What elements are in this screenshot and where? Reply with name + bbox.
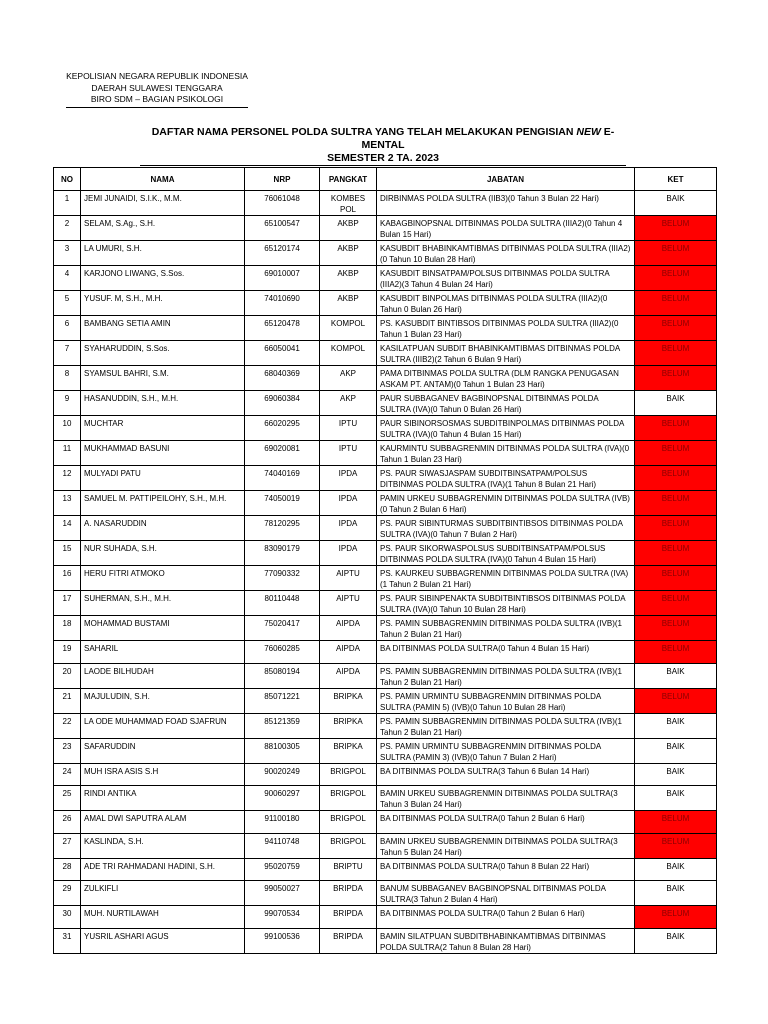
cell-pangkat: KOMBES POL (320, 191, 377, 216)
cell-no: 6 (54, 316, 81, 341)
cell-nrp: 74040169 (245, 466, 320, 491)
cell-nrp: 94110748 (245, 833, 320, 858)
institution-line-1: KEPOLISIAN NEGARA REPUBLIK INDONESIA (66, 71, 248, 81)
cell-pangkat: BRIGPOL (320, 833, 377, 858)
cell-pangkat: AIPDA (320, 616, 377, 641)
cell-nama: SAFARUDDIN (81, 738, 245, 763)
cell-nama: MAJULUDIN, S.H. (81, 688, 245, 713)
cell-ket: BELUM (635, 491, 717, 516)
cell-nrp: 90060297 (245, 786, 320, 811)
cell-nrp: 74050019 (245, 491, 320, 516)
cell-ket: BAIK (635, 858, 717, 881)
cell-no: 20 (54, 663, 81, 688)
cell-no: 31 (54, 928, 81, 953)
title-line-1-before: DAFTAR NAMA PERSONEL POLDA SULTRA YANG TELAH MELAKUKAN PENGISIAN (151, 126, 577, 138)
cell-nama: YUSRIL ASHARI AGUS (81, 928, 245, 953)
cell-nrp: 65120174 (245, 241, 320, 266)
cell-nrp: 65120478 (245, 316, 320, 341)
table-row (54, 366, 717, 391)
cell-nama: MUH ISRA ASIS S.H (81, 763, 245, 786)
table-row (54, 591, 717, 616)
cell-no: 26 (54, 811, 81, 834)
cell-jabatan: PS. PAUR SIBINTURMAS SUBDITBINTIBSOS DITBINMAS POLDA SULTRA (IVA)(0 Tahun 7 Bulan 2 Hari) (377, 516, 635, 541)
table-row (54, 441, 717, 466)
cell-nrp: 85121359 (245, 713, 320, 738)
column-header-pangkat: PANGKAT (320, 168, 377, 191)
cell-ket: BAIK (635, 191, 717, 216)
cell-no: 21 (54, 688, 81, 713)
column-header-no: NO (54, 168, 81, 191)
cell-nrp: 65100547 (245, 216, 320, 241)
cell-ket: BAIK (635, 928, 717, 953)
cell-nama: HASANUDDIN, S.H., M.H. (81, 391, 245, 416)
cell-jabatan: PS. KAURKEU SUBBAGRENMIN DITBINMAS POLDA SULTRA (IVA)(1 Tahun 2 Bulan 21 Hari) (377, 566, 635, 591)
table-row (54, 416, 717, 441)
cell-jabatan: BANUM SUBBAGANEV BAGBINOPSNAL DITBINMAS POLDA SULTRA(3 Tahun 2 Bulan 4 Hari) (377, 881, 635, 906)
cell-no: 18 (54, 616, 81, 641)
cell-ket: BELUM (635, 811, 717, 834)
table-row (54, 858, 717, 881)
cell-no: 14 (54, 516, 81, 541)
cell-nama: YUSUF. M, S.H., M.H. (81, 291, 245, 316)
cell-pangkat: AKBP (320, 291, 377, 316)
cell-ket: BELUM (635, 241, 717, 266)
cell-no: 11 (54, 441, 81, 466)
cell-jabatan: PS. PAUR SIWASJASPAM SUBDITBINSATPAM/POLSUS DITBINMAS POLDA SULTRA (IVA)(1 Tahun 8 Bulan 21 Hari) (377, 466, 635, 491)
cell-nrp: 76060285 (245, 641, 320, 664)
cell-jabatan: BA DITBINMAS POLDA SULTRA(3 Tahun 6 Bulan 14 Hari) (377, 763, 635, 786)
cell-ket: BAIK (635, 881, 717, 906)
cell-no: 9 (54, 391, 81, 416)
cell-no: 15 (54, 541, 81, 566)
cell-ket: BELUM (635, 316, 717, 341)
cell-jabatan: PS. PAMIN SUBBAGRENMIN DITBINMAS POLDA SULTRA (IVB)(1 Tahun 2 Bulan 21 Hari) (377, 713, 635, 738)
cell-nama: MUCHTAR (81, 416, 245, 441)
cell-nama: NUR SUHADA, S.H. (81, 541, 245, 566)
cell-pangkat: BRIPTU (320, 858, 377, 881)
cell-nama: RINDI ANTIKA (81, 786, 245, 811)
cell-jabatan: KAURMINTU SUBBAGRENMIN DITBINMAS POLDA SULTRA (IVA)(0 Tahun 1 Bulan 23 Hari) (377, 441, 635, 466)
table-row (54, 466, 717, 491)
table-row (54, 541, 717, 566)
cell-no: 2 (54, 216, 81, 241)
cell-nrp: 83090179 (245, 541, 320, 566)
cell-jabatan: PAMA DITBINMAS POLDA SULTRA (DLM RANGKA PENUGASAN ASKAM PT. ANTAM)(0 Tahun 1 Bulan 23 Hari) (377, 366, 635, 391)
cell-ket: BELUM (635, 441, 717, 466)
cell-ket: BELUM (635, 591, 717, 616)
cell-ket: BAIK (635, 763, 717, 786)
cell-ket: BAIK (635, 713, 717, 738)
cell-nama: LAODE BILHUDAH (81, 663, 245, 688)
cell-jabatan: PS. PAUR SIKORWASPOLSUS SUBDITBINSATPAM/POLSUS DITBINMAS POLDA SULTRA (IVA)(0 Tahun 4 Bulan 15 Hari) (377, 541, 635, 566)
cell-pangkat: IPDA (320, 491, 377, 516)
table-row (54, 713, 717, 738)
cell-no: 24 (54, 763, 81, 786)
cell-pangkat: BRIPKA (320, 688, 377, 713)
cell-no: 30 (54, 906, 81, 929)
table-header-row (54, 168, 717, 191)
cell-jabatan: DIRBINMAS POLDA SULTRA (IIB3)(0 Tahun 3 Bulan 22 Hari) (377, 191, 635, 216)
cell-no: 12 (54, 466, 81, 491)
table-row (54, 241, 717, 266)
cell-pangkat: AIPTU (320, 566, 377, 591)
table-row (54, 833, 717, 858)
cell-ket: BELUM (635, 516, 717, 541)
cell-jabatan: BA DITBINMAS POLDA SULTRA(0 Tahun 8 Bulan 22 Hari) (377, 858, 635, 881)
cell-ket: BAIK (635, 738, 717, 763)
institution-header (66, 71, 248, 108)
cell-no: 29 (54, 881, 81, 906)
cell-no: 27 (54, 833, 81, 858)
cell-ket: BELUM (635, 291, 717, 316)
cell-ket: BELUM (635, 906, 717, 929)
cell-nama: A. NASARUDDIN (81, 516, 245, 541)
table-row (54, 266, 717, 291)
cell-nama: MUH. NURTILAWAH (81, 906, 245, 929)
cell-jabatan: PS. PAUR SIBINPENAKTA SUBDITBINTIBSOS DITBINMAS POLDA SULTRA (IVA)(0 Tahun 10 Bulan 28 Hari) (377, 591, 635, 616)
cell-no: 13 (54, 491, 81, 516)
cell-ket: BELUM (635, 641, 717, 664)
column-header-jabatan: JABATAN (377, 168, 635, 191)
column-header-nrp: NRP (245, 168, 320, 191)
cell-no: 16 (54, 566, 81, 591)
cell-no: 28 (54, 858, 81, 881)
personnel-table (53, 167, 717, 954)
table-row (54, 516, 717, 541)
cell-ket: BELUM (635, 466, 717, 491)
cell-pangkat: AKP (320, 391, 377, 416)
cell-ket: BELUM (635, 341, 717, 366)
cell-jabatan: BA DITBINMAS POLDA SULTRA(0 Tahun 2 Bulan 6 Hari) (377, 906, 635, 929)
cell-jabatan: PS. PAMIN URMINTU SUBBAGRENMIN DITBINMAS POLDA SULTRA (PAMIN 3) (IVB)(0 Tahun 7 Bulan 2 Hari) (377, 738, 635, 763)
cell-nrp: 88100305 (245, 738, 320, 763)
table-row (54, 216, 717, 241)
cell-pangkat: IPDA (320, 466, 377, 491)
cell-nama: SAMUEL M. PATTIPEILOHY, S.H., M.H. (81, 491, 245, 516)
cell-nama: KARJONO LIWANG, S.Sos. (81, 266, 245, 291)
cell-jabatan: KASILATPUAN SUBDIT BHABINKAMTIBMAS DITBINMAS POLDA SULTRA (IIIB2)(2 Tahun 6 Bulan 9 Hari) (377, 341, 635, 366)
cell-nama: SUHERMAN, S.H., M.H. (81, 591, 245, 616)
cell-no: 5 (54, 291, 81, 316)
cell-pangkat: BRIPDA (320, 881, 377, 906)
cell-nrp: 95020759 (245, 858, 320, 881)
cell-pangkat: IPTU (320, 416, 377, 441)
cell-pangkat: AIPTU (320, 591, 377, 616)
cell-nama: ZULKIFLI (81, 881, 245, 906)
cell-nama: SYAHARUDDIN, S.Sos. (81, 341, 245, 366)
cell-nrp: 75020417 (245, 616, 320, 641)
cell-nrp: 69020081 (245, 441, 320, 466)
cell-nrp: 85071221 (245, 688, 320, 713)
cell-pangkat: IPDA (320, 516, 377, 541)
table-row (54, 316, 717, 341)
table-row (54, 566, 717, 591)
cell-jabatan: BA DITBINMAS POLDA SULTRA(0 Tahun 2 Bulan 6 Hari) (377, 811, 635, 834)
table-row (54, 663, 717, 688)
cell-ket: BELUM (635, 366, 717, 391)
cell-nrp: 99050027 (245, 881, 320, 906)
cell-jabatan: PAUR SUBBAGANEV BAGBINOPSNAL DITBINMAS POLDA SULTRA (IVA)(0 Tahun 0 Bulan 26 Hari) (377, 391, 635, 416)
cell-pangkat: AKBP (320, 241, 377, 266)
cell-ket: BAIK (635, 786, 717, 811)
table-row (54, 391, 717, 416)
cell-nrp: 99070534 (245, 906, 320, 929)
cell-nrp: 91100180 (245, 811, 320, 834)
cell-jabatan: PS. PAMIN SUBBAGRENMIN DITBINMAS POLDA SULTRA (IVB)(1 Tahun 2 Bulan 21 Hari) (377, 663, 635, 688)
table-row (54, 191, 717, 216)
cell-no: 3 (54, 241, 81, 266)
cell-nrp: 66050041 (245, 341, 320, 366)
cell-no: 8 (54, 366, 81, 391)
cell-nrp: 90020249 (245, 763, 320, 786)
cell-ket: BELUM (635, 566, 717, 591)
cell-ket: BELUM (635, 216, 717, 241)
cell-pangkat: BRIGPOL (320, 763, 377, 786)
cell-nrp: 85080194 (245, 663, 320, 688)
cell-nrp: 78120295 (245, 516, 320, 541)
table-row (54, 738, 717, 763)
cell-pangkat: AIPDA (320, 641, 377, 664)
cell-pangkat: AKBP (320, 266, 377, 291)
cell-nrp: 69010007 (245, 266, 320, 291)
cell-nrp: 69060384 (245, 391, 320, 416)
cell-nrp: 76061048 (245, 191, 320, 216)
column-header-ket: KET (635, 168, 717, 191)
cell-no: 25 (54, 786, 81, 811)
cell-nrp: 77090332 (245, 566, 320, 591)
title-line-2: SEMESTER 2 TA. 2023 (327, 152, 439, 164)
cell-no: 10 (54, 416, 81, 441)
cell-jabatan: KABAGBINOPSNAL DITBINMAS POLDA SULTRA (IIIA2)(0 Tahun 4 Bulan 15 Hari) (377, 216, 635, 241)
table-row (54, 341, 717, 366)
cell-nrp: 66020295 (245, 416, 320, 441)
cell-no: 19 (54, 641, 81, 664)
cell-jabatan: PS. PAMIN URMINTU SUBBAGRENMIN DITBINMAS POLDA SULTRA (PAMIN 5) (IVB)(0 Tahun 10 Bulan 28 Hari) (377, 688, 635, 713)
cell-ket: BELUM (635, 688, 717, 713)
document-title (140, 126, 626, 166)
cell-jabatan: BAMIN URKEU SUBBAGRENMIN DITBINMAS POLDA SULTRA(3 Tahun 5 Bulan 24 Hari) (377, 833, 635, 858)
cell-pangkat: BRIPDA (320, 928, 377, 953)
table-row (54, 906, 717, 929)
cell-jabatan: KASUBDIT BINSATPAM/POLSUS DITBINMAS POLDA SULTRA (IIIA2)(3 Tahun 4 Bulan 24 Hari) (377, 266, 635, 291)
cell-pangkat: BRIPKA (320, 738, 377, 763)
cell-pangkat: BRIGPOL (320, 811, 377, 834)
table-row (54, 491, 717, 516)
cell-nama: MULYADI PATU (81, 466, 245, 491)
title-line-1 (140, 126, 626, 152)
table-row (54, 928, 717, 953)
table-row (54, 811, 717, 834)
cell-nama: SYAMSUL BAHRI, S.M. (81, 366, 245, 391)
cell-ket: BELUM (635, 833, 717, 858)
table-body (54, 191, 717, 954)
cell-nrp: 80110448 (245, 591, 320, 616)
cell-pangkat: BRIPKA (320, 713, 377, 738)
cell-no: 4 (54, 266, 81, 291)
table-row (54, 641, 717, 664)
cell-pangkat: AKBP (320, 216, 377, 241)
table-row (54, 291, 717, 316)
cell-no: 23 (54, 738, 81, 763)
institution-line-3: BIRO SDM – BAGIAN PSIKOLOGI (90, 94, 224, 104)
cell-ket: BAIK (635, 663, 717, 688)
cell-pangkat: AIPDA (320, 663, 377, 688)
institution-line-2: DAERAH SULAWESI TENGGARA (91, 82, 223, 93)
cell-nrp: 99100536 (245, 928, 320, 953)
cell-pangkat: IPDA (320, 541, 377, 566)
column-header-nama: NAMA (81, 168, 245, 191)
cell-ket: BELUM (635, 616, 717, 641)
cell-nama: AMAL DWI SAPUTRA ALAM (81, 811, 245, 834)
cell-pangkat: IPTU (320, 441, 377, 466)
cell-jabatan: BAMIN URKEU SUBBAGRENMIN DITBINMAS POLDA SULTRA(3 Tahun 3 Bulan 24 Hari) (377, 786, 635, 811)
cell-nrp: 68040369 (245, 366, 320, 391)
cell-nama: KASLINDA, S.H. (81, 833, 245, 858)
table-row (54, 881, 717, 906)
cell-ket: BELUM (635, 266, 717, 291)
cell-jabatan: KASUBDIT BHABINKAMTIBMAS DITBINMAS POLDA SULTRA (IIIA2)(0 Tahun 10 Bulan 28 Hari) (377, 241, 635, 266)
cell-nama: LA UMURI, S.H. (81, 241, 245, 266)
table-row (54, 763, 717, 786)
cell-ket: BELUM (635, 416, 717, 441)
cell-ket: BELUM (635, 541, 717, 566)
cell-jabatan: PS. KASUBDIT BINTIBSOS DITBINMAS POLDA SULTRA (IIIA2)(0 Tahun 1 Bulan 23 Hari) (377, 316, 635, 341)
title-line-1-after: E-MENTAL (361, 126, 615, 151)
cell-no: 1 (54, 191, 81, 216)
cell-jabatan: BA DITBINMAS POLDA SULTRA(0 Tahun 4 Bulan 15 Hari) (377, 641, 635, 664)
table-row (54, 688, 717, 713)
cell-nama: JEMI JUNAIDI, S.I.K., M.M. (81, 191, 245, 216)
cell-pangkat: BRIPDA (320, 906, 377, 929)
cell-nama: MUKHAMMAD BASUNI (81, 441, 245, 466)
cell-nama: SELAM, S.Ag., S.H. (81, 216, 245, 241)
cell-nama: BAMBANG SETIA AMIN (81, 316, 245, 341)
cell-no: 22 (54, 713, 81, 738)
cell-no: 17 (54, 591, 81, 616)
table-row (54, 786, 717, 811)
cell-pangkat: KOMPOL (320, 316, 377, 341)
cell-nama: SAHARIL (81, 641, 245, 664)
cell-jabatan: KASUBDIT BINPOLMAS DITBINMAS POLDA SULTRA (IIIA2)(0 Tahun 0 Bulan 26 Hari) (377, 291, 635, 316)
cell-pangkat: KOMPOL (320, 341, 377, 366)
title-line-1-italic: NEW (576, 126, 601, 138)
cell-pangkat: AKP (320, 366, 377, 391)
cell-nama: ADE TRI RAHMADANI HADINI, S.H. (81, 858, 245, 881)
cell-nrp: 74010690 (245, 291, 320, 316)
cell-jabatan: PAMIN URKEU SUBBAGRENMIN DITBINMAS POLDA SULTRA (IVB)(0 Tahun 2 Bulan 6 Hari) (377, 491, 635, 516)
cell-nama: HERU FITRI ATMOKO (81, 566, 245, 591)
cell-ket: BAIK (635, 391, 717, 416)
cell-pangkat: BRIGPOL (320, 786, 377, 811)
cell-nama: MOHAMMAD BUSTAMI (81, 616, 245, 641)
cell-jabatan: BAMIN SILATPUAN SUBDITBHABINKAMTIBMAS DITBINMAS POLDA SULTRA(2 Tahun 8 Bulan 28 Hari) (377, 928, 635, 953)
cell-jabatan: PAUR SIBINORSOSMAS SUBDITBINPOLMAS DITBINMAS POLDA SULTRA (IVA)(0 Tahun 4 Bulan 15 Hari) (377, 416, 635, 441)
cell-jabatan: PS. PAMIN SUBBAGRENMIN DITBINMAS POLDA SULTRA (IVB)(1 Tahun 2 Bulan 21 Hari) (377, 616, 635, 641)
cell-nama: LA ODE MUHAMMAD FOAD SJAFRUN (81, 713, 245, 738)
table-row (54, 616, 717, 641)
cell-no: 7 (54, 341, 81, 366)
